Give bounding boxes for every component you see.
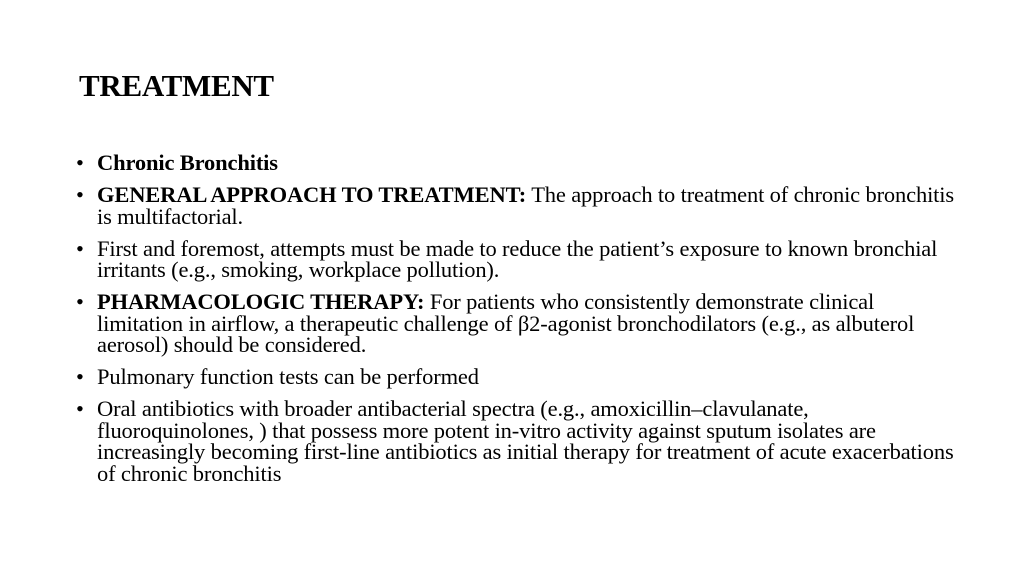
bullet-item	[76, 291, 956, 356]
bullet-icon: •	[76, 364, 84, 389]
bullet-heading: PHARMACOLOGIC THERAPY:	[97, 289, 425, 314]
bullet-text: The approach to treatment of chronic bronchitis is multifactorial.	[97, 182, 954, 229]
bullet-item	[76, 366, 956, 388]
slide-title: TREATMENT	[79, 68, 274, 103]
bullet-icon: •	[76, 396, 84, 421]
bullet-item	[76, 398, 956, 484]
bullet-icon: •	[76, 289, 84, 314]
bullet-list	[76, 152, 956, 495]
bullet-text: For patients who consistently demonstrate clinical limitation in airflow, a therapeutic challenge of β2-agonist bronchodilators (e.g., as albuterol aerosol) should be considered.	[97, 289, 915, 357]
bullet-item	[76, 235, 956, 282]
bullet-icon: •	[76, 182, 84, 207]
bullet-text: First and foremost, attempts must be made to reduce the patient’s exposure to known bronchial irritants (e.g., smoking, workplace pollution).	[97, 235, 938, 282]
bullet-icon: •	[76, 150, 84, 175]
bullet-heading: GENERAL APPROACH TO TREATMENT:	[97, 182, 527, 207]
bullet-item	[76, 152, 956, 174]
bullet-item	[76, 184, 956, 227]
bullet-icon: •	[76, 235, 84, 261]
bullet-text: Pulmonary function tests can be performed	[97, 364, 479, 389]
bullet-text: Oral antibiotics with broader antibacterial spectra (e.g., amoxicillin–clavulanate, fluoroquinolones, ) that possess more potent in-vitro activity against sputum isolates are increasingly becoming first-line antibiotics as initial therapy for treatment of acute exacerbations of chronic bronchitis	[97, 396, 954, 486]
bullet-heading: Chronic Bronchitis	[97, 150, 278, 175]
